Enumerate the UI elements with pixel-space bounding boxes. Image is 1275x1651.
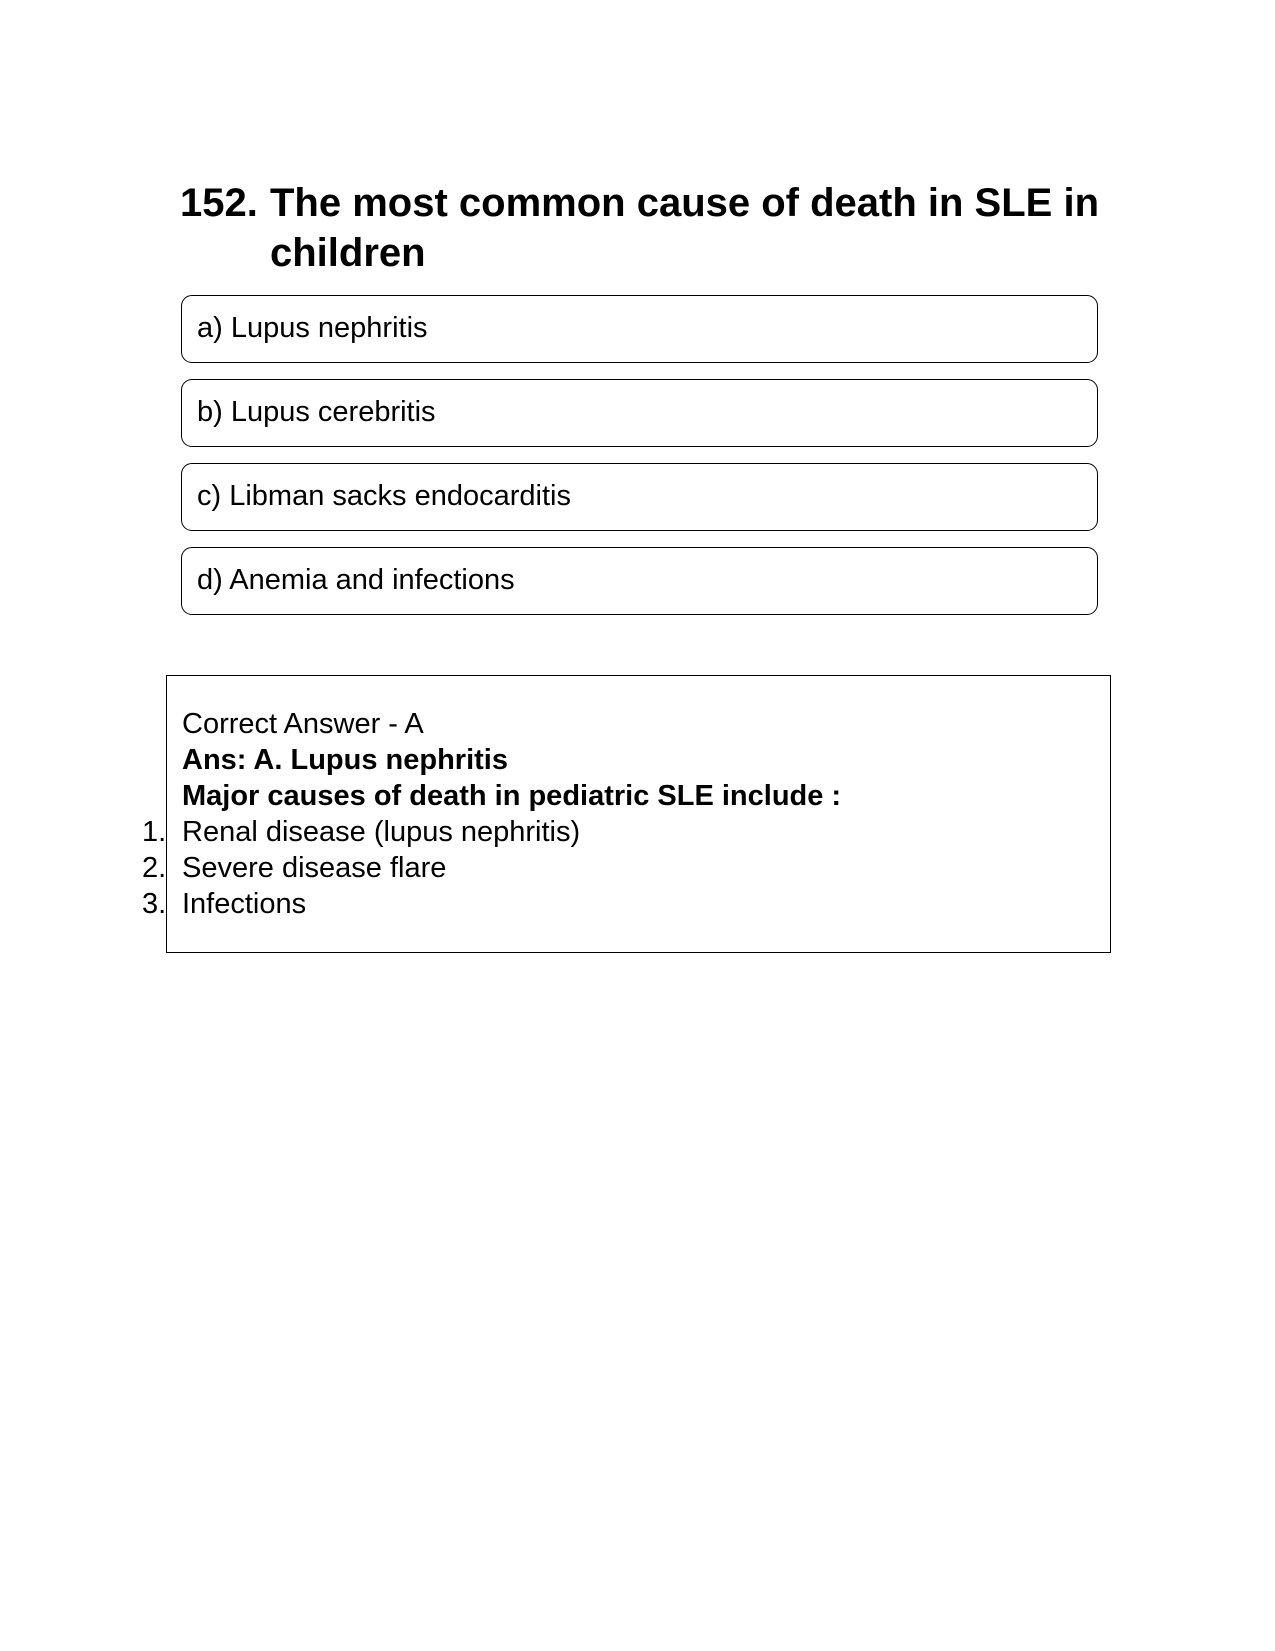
ans-line: Ans: A. Lupus nephritis [182,744,508,776]
question-text: The most common cause of death in SLE in children [270,181,1100,275]
cause-item [142,850,841,886]
cause-item [142,814,841,850]
option-c[interactable]: c) Libman sacks endocarditis [181,463,1098,531]
cause-number: 1. [142,816,166,848]
cause-item [142,886,841,922]
causes-heading: Major causes of death in pediatric SLE include : [182,780,842,812]
cause-text: Infections [182,888,307,920]
cause-text: Renal disease (lupus nephritis) [182,816,581,848]
correct-answer-line: Correct Answer - A [182,708,424,740]
question [180,178,1100,278]
answer-box [142,675,1111,953]
option-b[interactable]: b) Lupus cerebritis [181,379,1098,447]
cause-text: Severe disease flare [182,852,447,884]
options-list [181,295,1098,631]
option-a[interactable]: a) Lupus nephritis [181,295,1098,363]
option-d[interactable]: d) Anemia and infections [181,547,1098,615]
cause-number: 2. [142,852,166,884]
cause-number: 3. [142,888,166,920]
answer-content [142,706,842,922]
question-number: 152. [180,181,258,225]
